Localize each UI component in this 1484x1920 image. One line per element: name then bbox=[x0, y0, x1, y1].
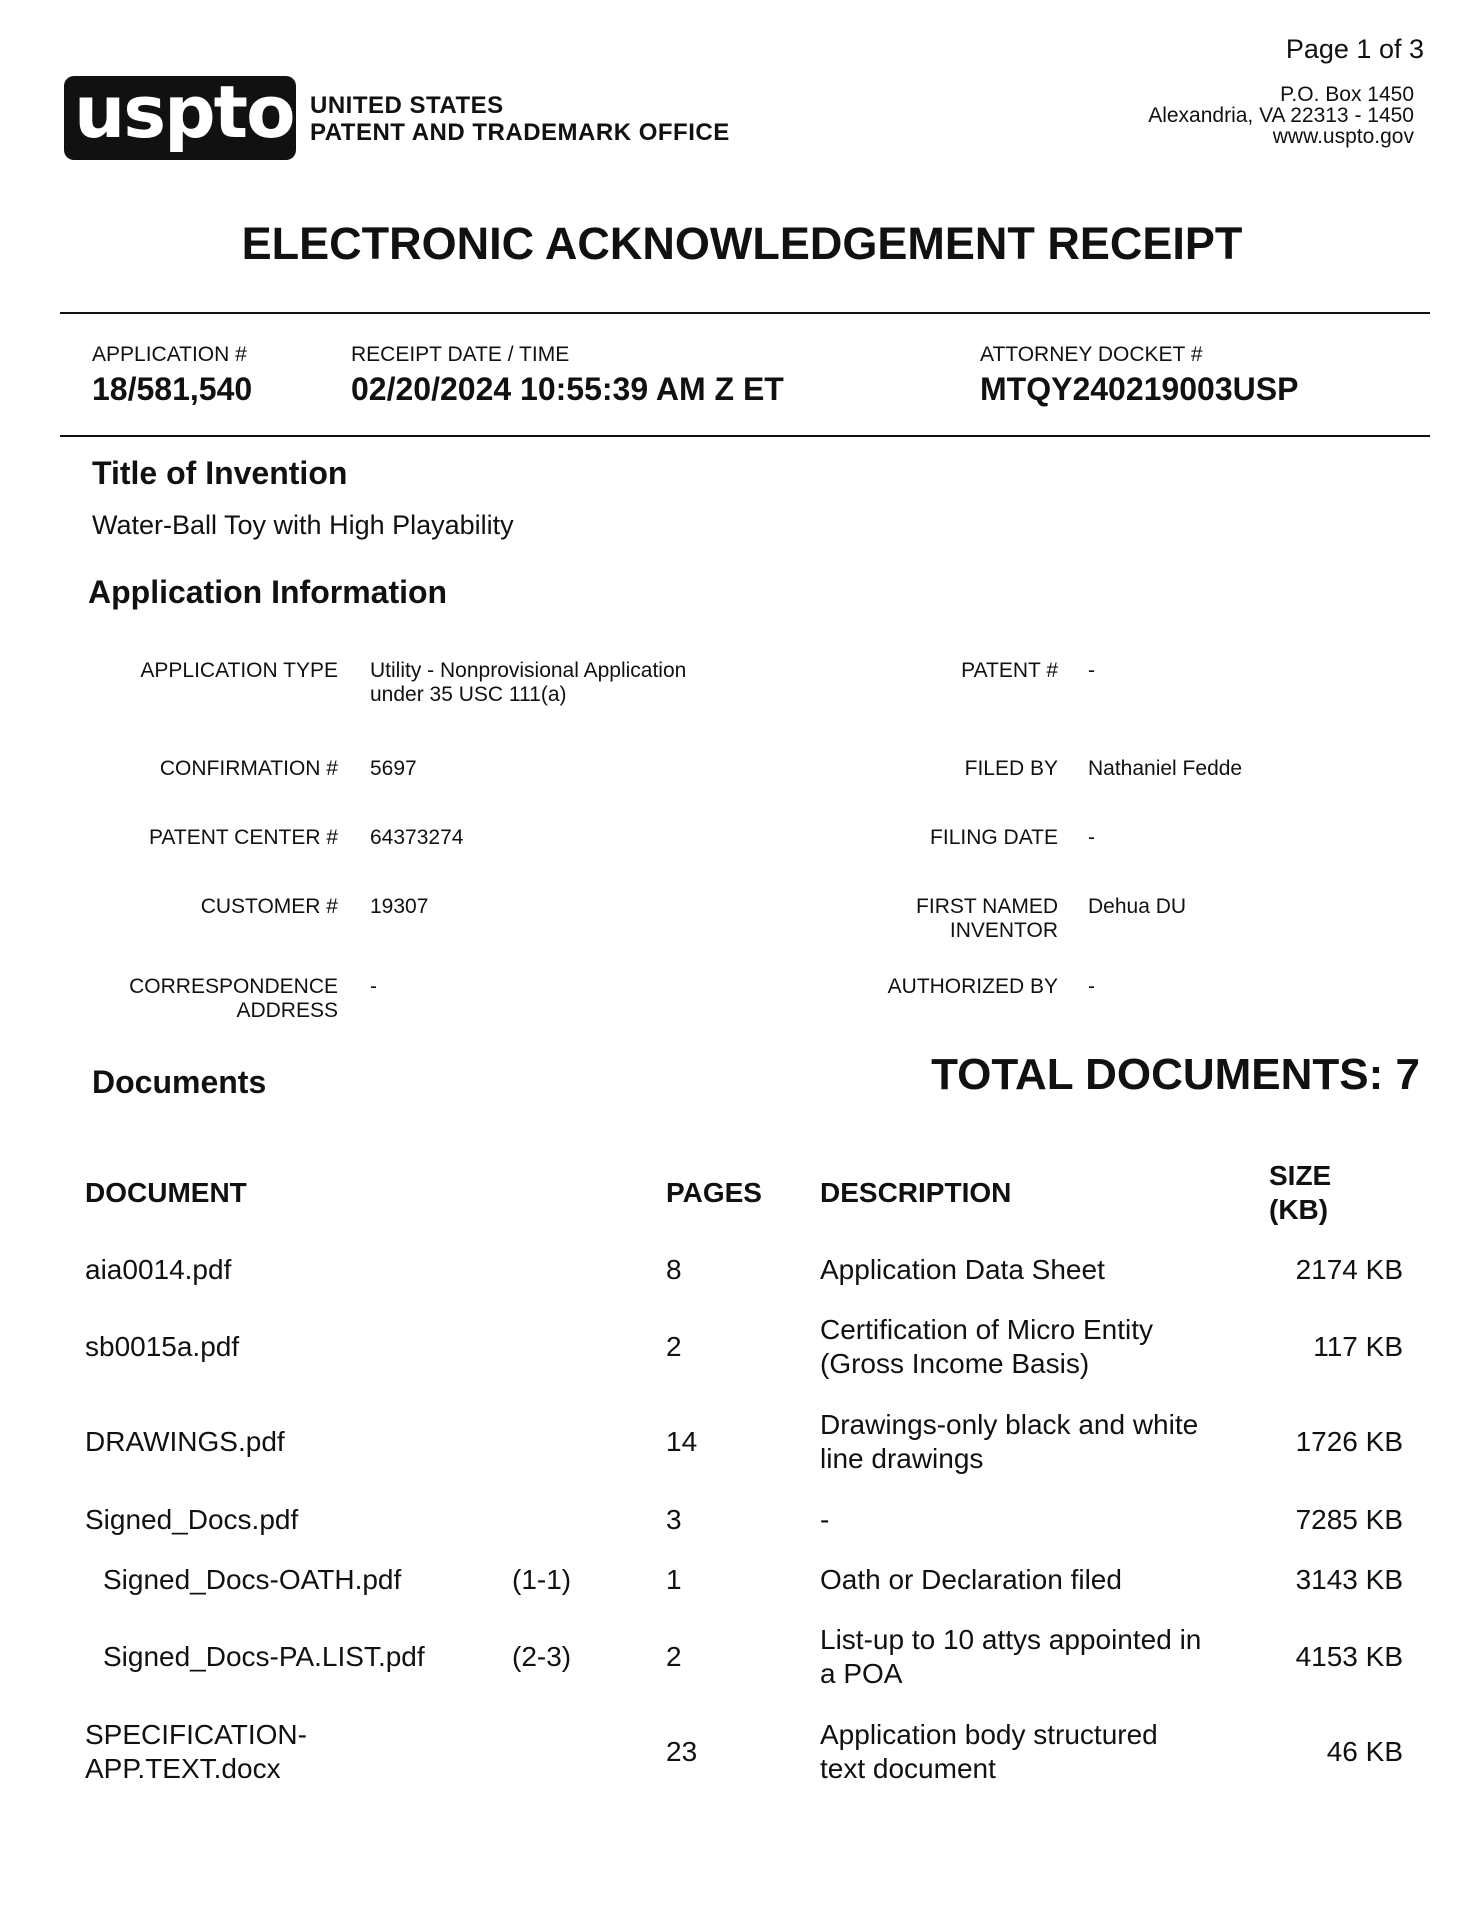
doc-pages: 14 bbox=[666, 1426, 698, 1457]
invention-title: Water-Ball Toy with High Playability bbox=[92, 510, 514, 540]
documents-heading: Documents bbox=[92, 1064, 267, 1100]
doc-pages: 3 bbox=[666, 1504, 682, 1535]
doc-size: 7285 KB bbox=[1295, 1504, 1403, 1535]
doc-name: Signed_Docs-PA.LIST.pdf bbox=[103, 1641, 425, 1672]
field-label: AUTHORIZED BY bbox=[887, 975, 1058, 998]
divider bbox=[60, 435, 1430, 437]
col-document: DOCUMENT bbox=[85, 1177, 247, 1208]
doc-pages: 23 bbox=[666, 1736, 698, 1767]
page-number: Page 1 of 3 bbox=[1285, 34, 1424, 64]
field-value: - bbox=[1088, 826, 1095, 849]
application-number: APPLICATION # 18/581,540 bbox=[92, 343, 253, 407]
doc-description: - bbox=[820, 1504, 830, 1535]
field-label: FIRST NAMED INVENTOR bbox=[916, 895, 1058, 942]
attorney-docket: ATTORNEY DOCKET # MTQY240219003USP bbox=[980, 343, 1299, 407]
doc-description: Application Data Sheet bbox=[820, 1254, 1105, 1285]
total-documents: TOTAL DOCUMENTS: 7 bbox=[931, 1050, 1420, 1099]
app-info-heading: Application Information bbox=[88, 574, 448, 610]
doc-range: (2-3) bbox=[512, 1641, 572, 1672]
field-value: 64373274 bbox=[370, 826, 464, 849]
doc-size: 1726 KB bbox=[1295, 1426, 1403, 1457]
col-pages: PAGES bbox=[666, 1177, 762, 1208]
doc-description: Drawings-only black and white line drawings bbox=[820, 1409, 1199, 1474]
doc-size: 2174 KB bbox=[1295, 1254, 1403, 1285]
office-address: P.O. Box 1450 Alexandria, VA 22313 - 1450 www.uspto.gov bbox=[1148, 83, 1414, 148]
doc-description: List-up to 10 attys appointed in a POA bbox=[820, 1624, 1202, 1689]
agency-name: UNITED STATES PATENT AND TRADEMARK OFFICE bbox=[310, 92, 730, 146]
field-label: CONFIRMATION # bbox=[159, 757, 338, 780]
field-value: - bbox=[370, 975, 377, 998]
divider bbox=[60, 312, 1430, 314]
field-label: PATENT CENTER # bbox=[148, 826, 338, 849]
field-label: CUSTOMER # bbox=[200, 895, 338, 918]
doc-description: Oath or Declaration filed bbox=[820, 1564, 1122, 1595]
receipt-date: RECEIPT DATE / TIME 02/20/2024 10:55:39 AM Z ET bbox=[351, 343, 784, 407]
field-value: - bbox=[1088, 659, 1095, 682]
field-label: CORRESPONDENCE ADDRESS bbox=[129, 975, 338, 1022]
col-size: SIZE (KB) bbox=[1269, 1160, 1332, 1225]
field-value: - bbox=[1088, 975, 1095, 998]
field-label: APPLICATION TYPE bbox=[140, 659, 338, 682]
doc-size: 4153 KB bbox=[1295, 1641, 1403, 1672]
doc-size: 3143 KB bbox=[1295, 1564, 1403, 1595]
doc-description: Application body structured text document bbox=[820, 1719, 1158, 1784]
doc-name: Signed_Docs.pdf bbox=[85, 1504, 299, 1535]
doc-range: (1-1) bbox=[512, 1564, 572, 1595]
field-label: FILING DATE bbox=[930, 826, 1058, 849]
doc-size: 117 KB bbox=[1313, 1331, 1403, 1362]
field-label: PATENT # bbox=[961, 659, 1058, 682]
receipt-title: ELECTRONIC ACKNOWLEDGEMENT RECEIPT bbox=[241, 218, 1243, 269]
doc-pages: 1 bbox=[666, 1564, 682, 1595]
invention-heading: Title of Invention bbox=[92, 455, 348, 491]
doc-name: Signed_Docs-OATH.pdf bbox=[103, 1564, 402, 1595]
doc-name: SPECIFICATION- APP.TEXT.docx bbox=[85, 1719, 307, 1784]
col-description: DESCRIPTION bbox=[820, 1177, 1012, 1208]
doc-name: sb0015a.pdf bbox=[85, 1331, 240, 1362]
doc-pages: 8 bbox=[666, 1254, 682, 1285]
uspto-logo bbox=[64, 70, 296, 160]
field-value: Nathaniel Fedde bbox=[1088, 757, 1243, 780]
doc-size: 46 KB bbox=[1326, 1736, 1403, 1767]
doc-name: aia0014.pdf bbox=[85, 1254, 232, 1285]
doc-pages: 2 bbox=[666, 1331, 682, 1362]
website-link[interactable]: www.uspto.gov bbox=[1272, 125, 1414, 148]
logo-wordmark: uspto bbox=[74, 70, 294, 154]
field-value: Dehua DU bbox=[1088, 895, 1187, 918]
field-value: Utility - Nonprovisional Application under 35 USC 111(a) bbox=[370, 659, 687, 706]
field-value: 19307 bbox=[370, 895, 429, 918]
field-label: FILED BY bbox=[964, 757, 1058, 780]
doc-description: Certification of Micro Entity (Gross Income Basis) bbox=[820, 1314, 1153, 1379]
doc-pages: 2 bbox=[666, 1641, 682, 1672]
doc-name: DRAWINGS.pdf bbox=[85, 1426, 285, 1457]
field-value: 5697 bbox=[370, 757, 417, 780]
